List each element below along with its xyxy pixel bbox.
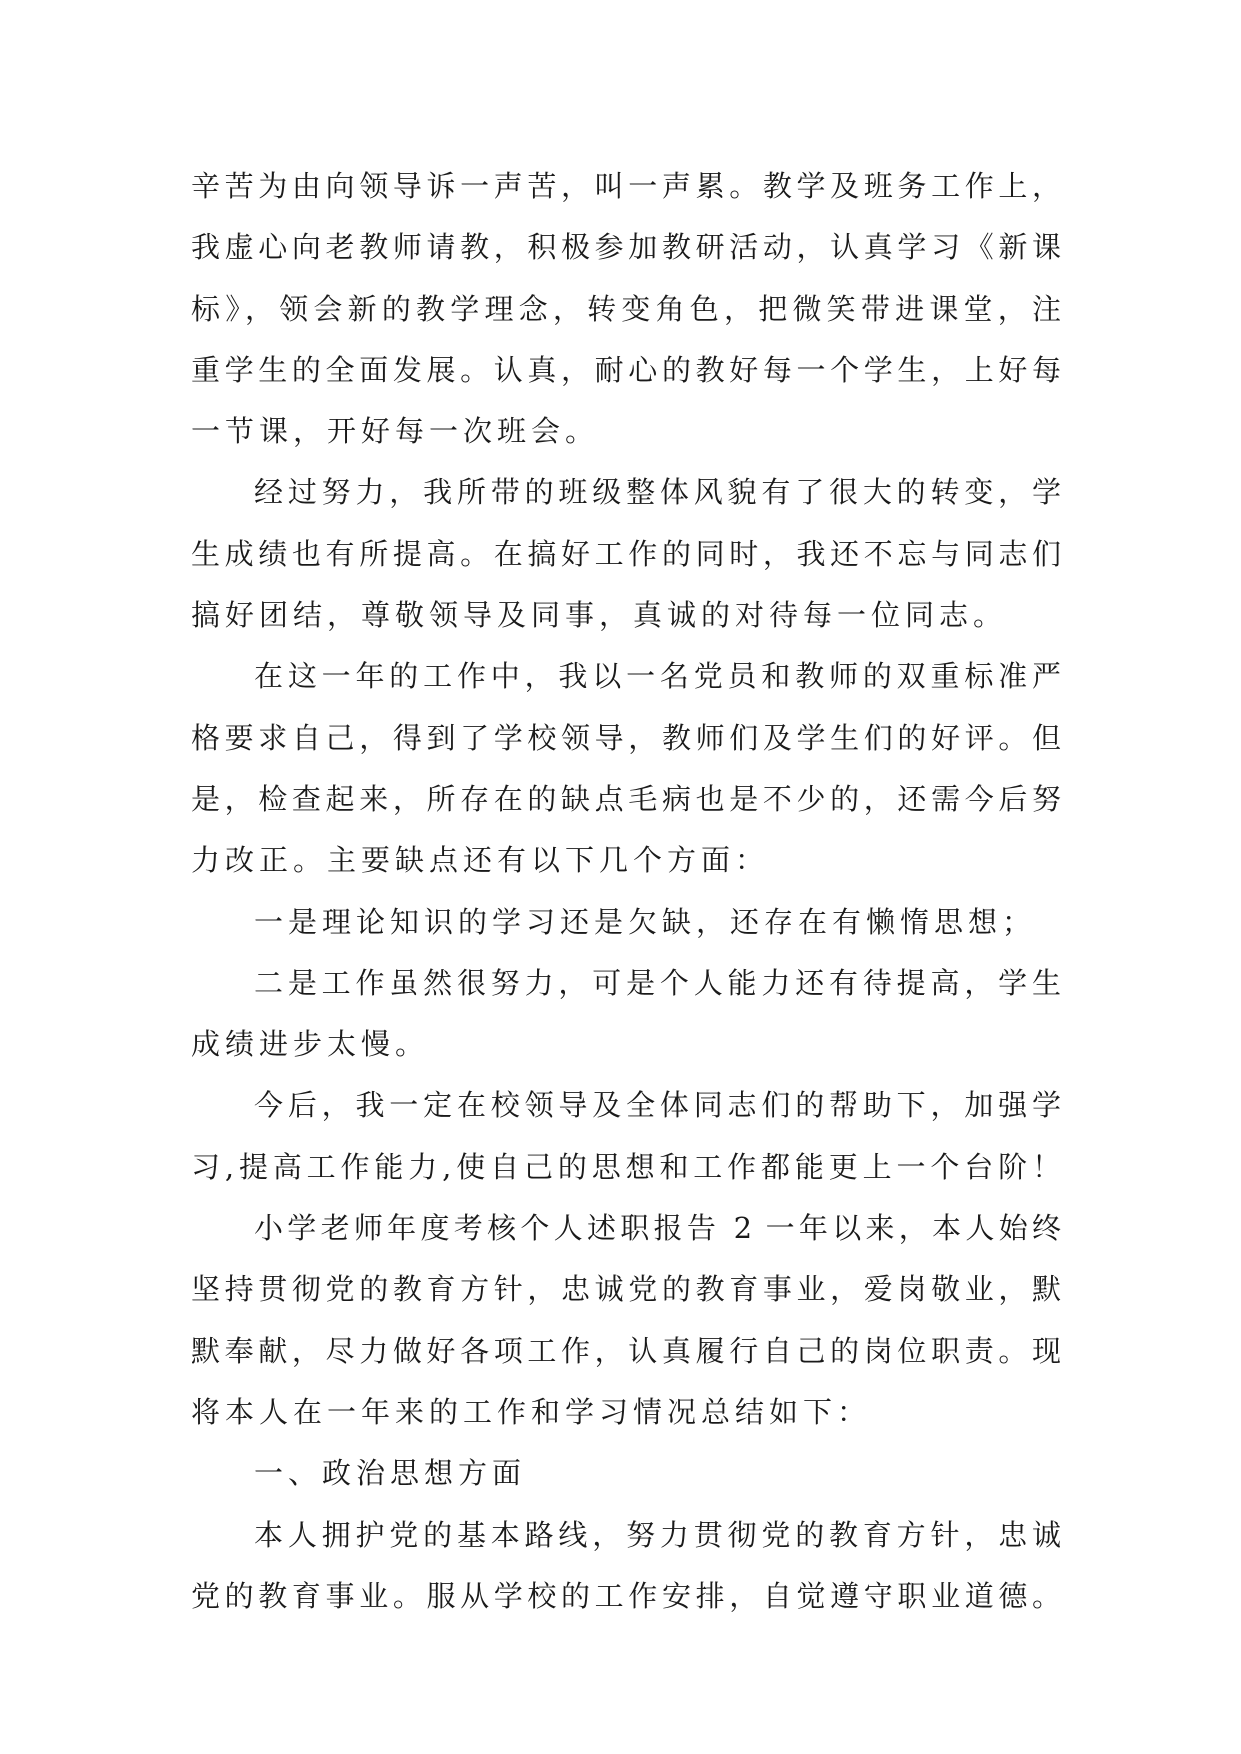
text-line: 力改正。主要缺点还有以下几个方面：	[191, 843, 770, 878]
text-line: 标》，领会新的教学理念，转变角色，把微笑带进课堂，注	[191, 291, 1061, 326]
text-line: 生成绩也有所提高。在搞好工作的同时，我还不忘与同志们	[191, 536, 1061, 571]
text-line: 辛苦为由向领导诉一声苦，叫一声累。教学及班务工作上，	[191, 169, 1061, 203]
text-line: 党的教育事业。服从学校的工作安排，自觉遵守职业道德。	[191, 1578, 1061, 1613]
text-line: 将本人在一年来的工作和学习情况总结如下：	[191, 1394, 872, 1429]
text-line: 习,提高工作能力,使自己的思想和工作都能更上一个台阶！	[191, 1149, 1061, 1184]
text-line: 我虚心向老教师请教，积极参加教研活动，认真学习《新课	[191, 230, 1061, 265]
text-line: 搞好团结，尊敬领导及同事，真诚的对待每一位同志。	[191, 598, 1008, 633]
text-line: 一是理论知识的学习还是欠缺，还存在有懒惰思想；	[254, 904, 1037, 939]
body-text	[191, 156, 1061, 1627]
text-line: 一、政治思想方面	[254, 1456, 527, 1491]
text-line: 本人拥护党的基本路线，努力贯彻党的教育方针，忠诚	[254, 1517, 1061, 1552]
text-line: 二是工作虽然很努力，可是个人能力还有待提高，学生	[254, 965, 1061, 1000]
text-line: 默奉献，尽力做好各项工作，认真履行自己的岗位职责。现	[191, 1333, 1061, 1368]
text-line: 坚持贯彻党的教育方针，忠诚党的教育事业，爱岗敬业，默	[191, 1272, 1061, 1307]
text-line: 经过努力，我所带的班级整体风貌有了很大的转变，学	[254, 475, 1061, 510]
text-line: 是，检查起来，所存在的缺点毛病也是不少的，还需今后努	[191, 781, 1061, 816]
text-line: 一节课，开好每一次班会。	[191, 414, 600, 449]
text-line: 成绩进步太慢。	[191, 1027, 430, 1062]
text-line: 在这一年的工作中，我以一名党员和教师的双重标准严	[254, 659, 1061, 694]
text-line: 小学老师年度考核个人述职报告 2 一年以来，本人始终	[254, 1211, 1061, 1246]
text-line: 重学生的全面发展。认真，耐心的教好每一个学生，上好每	[191, 352, 1061, 387]
text-line: 今后，我一定在校领导及全体同志们的帮助下，加强学	[254, 1088, 1061, 1123]
text-line: 格要求自己，得到了学校领导，教师们及学生们的好评。但	[191, 720, 1061, 755]
